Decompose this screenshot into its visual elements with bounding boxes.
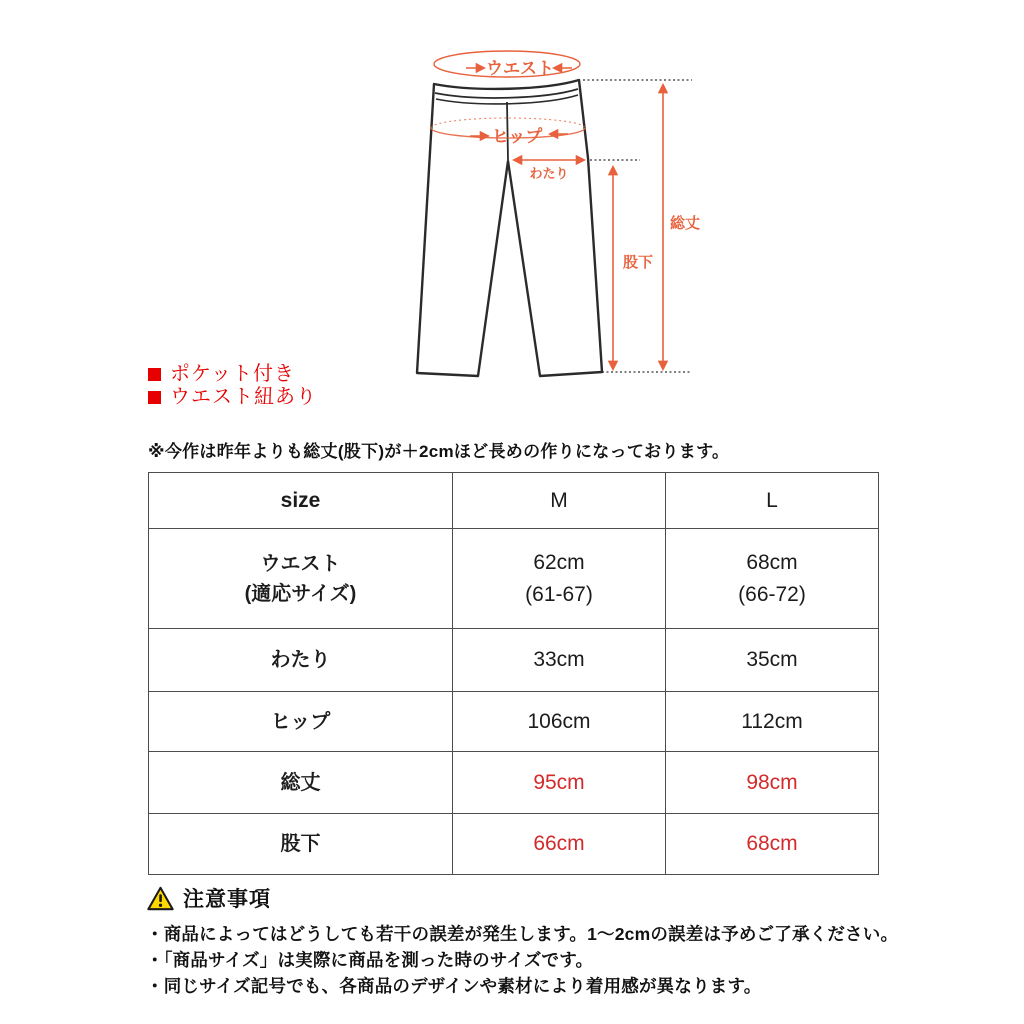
bullet-square-icon <box>148 368 161 381</box>
bullet-square-icon <box>148 391 161 404</box>
caution-note-item: ・同じサイズ記号でも、各商品のデザインや素材により着用感が異なります。 <box>146 976 762 996</box>
size-table-header-row <box>149 473 879 529</box>
header-size: size <box>149 473 453 529</box>
caution-title: 注意事項 <box>183 888 271 911</box>
total-length-value-l: 98cm <box>666 752 879 814</box>
feature-pocket <box>148 363 317 386</box>
total-length-label: 総丈 <box>669 215 701 232</box>
thigh-value-m: 33cm <box>453 629 666 692</box>
inseam-value-l: 68cm <box>666 814 879 875</box>
hip-value-m: 106cm <box>453 692 666 752</box>
header-size-l: L <box>666 473 879 529</box>
row-label-inseam: 股下 <box>280 833 321 855</box>
caution-note-item: ・商品によってはどうしても若干の誤差が発生します。1～2cmの誤差は予めご了承ください。 <box>146 924 899 944</box>
table-row-total-length <box>149 752 879 814</box>
size-table <box>148 472 879 875</box>
waist-value-l: 68cm (66-72) <box>666 529 879 629</box>
inseam-value-m: 66cm <box>453 814 666 875</box>
thigh-value-l: 35cm <box>666 629 879 692</box>
row-label-hip: ヒップ <box>270 710 331 733</box>
waist-label: ウエスト <box>486 59 554 78</box>
table-row-inseam <box>149 814 879 875</box>
feature-waist-string <box>148 386 317 409</box>
pants-outline <box>417 80 602 376</box>
row-label-total-length: 総丈 <box>280 771 321 794</box>
row-label-thigh: わたり <box>270 649 331 671</box>
hip-label: ヒップ <box>491 127 543 146</box>
feature-waist-string-label: ウエスト紐あり <box>170 386 317 408</box>
caution-note-item: ・「商品サイズ」は実際に商品を測った時のサイズです。 <box>146 950 594 970</box>
caution-note-list <box>146 921 906 999</box>
table-row-thigh <box>149 629 879 692</box>
thigh-label: わたり <box>529 166 569 181</box>
feature-pocket-label: ポケット付き <box>170 363 295 385</box>
inseam-label: 股下 <box>622 254 654 271</box>
hip-value-l: 112cm <box>666 692 879 752</box>
row-label-waist: ウエスト (適応サイズ) <box>149 529 453 629</box>
length-note: ※今作は昨年よりも総丈(股下)が＋2cmほど長めの作りになっております。 <box>148 442 730 461</box>
total-length-value-m: 95cm <box>453 752 666 814</box>
table-row-waist <box>149 529 879 629</box>
header-size-m: M <box>453 473 666 529</box>
waist-value-m: 62cm (61-67) <box>453 529 666 629</box>
feature-list <box>148 363 317 409</box>
caution-header <box>147 883 271 913</box>
warning-triangle-icon <box>147 886 174 911</box>
table-row-hip <box>149 692 879 752</box>
pants-measurement-diagram <box>390 30 720 390</box>
